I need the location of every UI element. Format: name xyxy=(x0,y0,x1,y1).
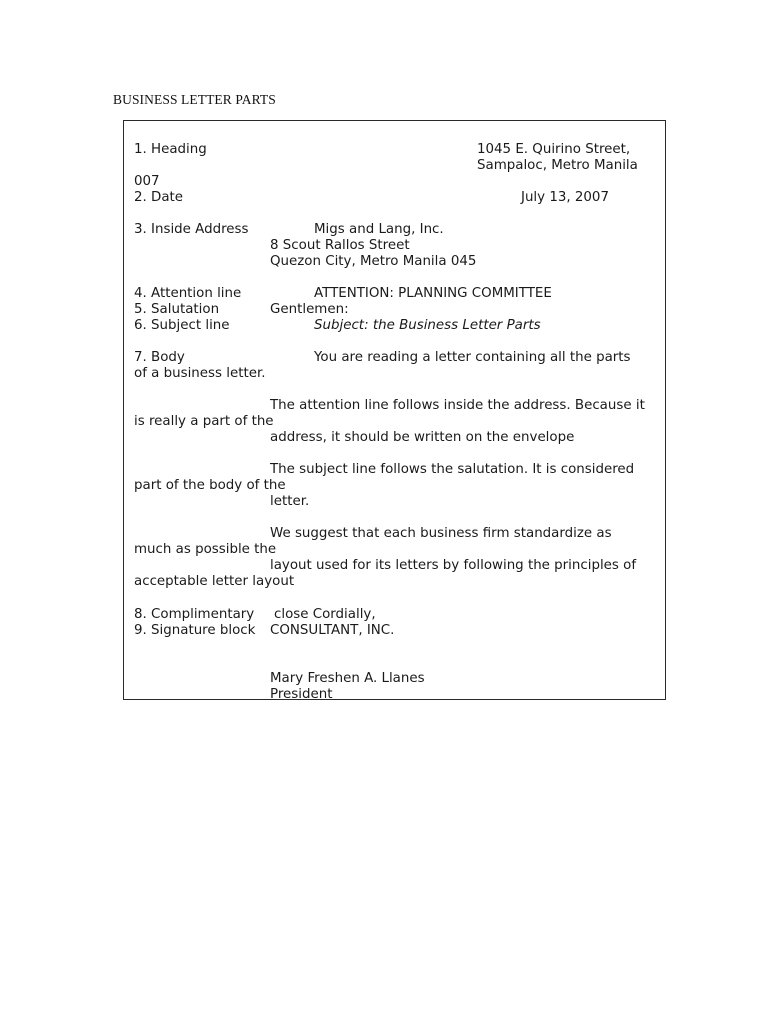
heading-label: 1. Heading xyxy=(134,142,207,157)
heading-address-wrap: 007 xyxy=(134,174,160,189)
body-p1-line1: You are reading a letter containing all the parts xyxy=(314,350,631,365)
inside-address-line3: Quezon City, Metro Manila 045 xyxy=(270,254,477,269)
body-p1-line2: of a business letter. xyxy=(134,366,266,381)
document-title: BUSINESS LETTER PARTS xyxy=(113,92,276,107)
subject-line-value xyxy=(314,318,541,334)
subject-line-label: 6. Subject line xyxy=(134,318,230,333)
heading-address-line1: 1045 E. Quirino Street, xyxy=(477,142,631,157)
salutation-value: Gentlemen: xyxy=(270,302,349,317)
inside-address-line1: Migs and Lang, Inc. xyxy=(314,222,444,237)
body-p4-line1: We suggest that each business firm standardize as xyxy=(270,526,612,541)
signature-position: President xyxy=(270,687,333,700)
attention-line-label: 4. Attention line xyxy=(134,286,242,301)
salutation-label: 5. Salutation xyxy=(134,302,220,317)
signature-name: Mary Freshen A. Llanes xyxy=(270,671,425,686)
body-p2-line1: The attention line follows inside the address. Because it xyxy=(270,398,645,413)
body-p2-line3: address, it should be written on the envelope xyxy=(270,430,575,445)
subject-word: Subject xyxy=(314,318,365,333)
body-p4-line4: acceptable letter layout xyxy=(134,574,295,589)
body-p3-line3: letter. xyxy=(270,494,310,509)
body-p3-line2: part of the body of the xyxy=(134,478,286,493)
attention-line-value: ATTENTION: PLANNING COMMITTEE xyxy=(314,286,552,301)
body-p4-line2: much as possible the xyxy=(134,542,277,557)
subject-text: : the Business Letter Parts xyxy=(364,318,541,333)
body-p3-line1: The subject line follows the salutation. It is considered xyxy=(270,462,635,477)
inside-address-label: 3. Inside Address xyxy=(134,222,249,237)
date-value: July 13, 2007 xyxy=(521,190,609,205)
business-letter-box xyxy=(123,120,666,700)
complimentary-close-label: 8. Complimentary xyxy=(134,607,255,622)
date-label: 2. Date xyxy=(134,190,184,205)
body-label: 7. Body xyxy=(134,350,185,365)
signature-company: CONSULTANT, INC. xyxy=(270,623,395,638)
body-p2-line2: is really a part of the xyxy=(134,414,274,429)
complimentary-close-value: close Cordially, xyxy=(274,607,376,622)
heading-address-line2: Sampaloc, Metro Manila xyxy=(477,158,638,173)
inside-address-line2: 8 Scout Rallos Street xyxy=(270,238,410,253)
signature-block-label: 9. Signature block xyxy=(134,623,256,638)
body-p4-line3: layout used for its letters by following the principles of xyxy=(270,558,637,573)
